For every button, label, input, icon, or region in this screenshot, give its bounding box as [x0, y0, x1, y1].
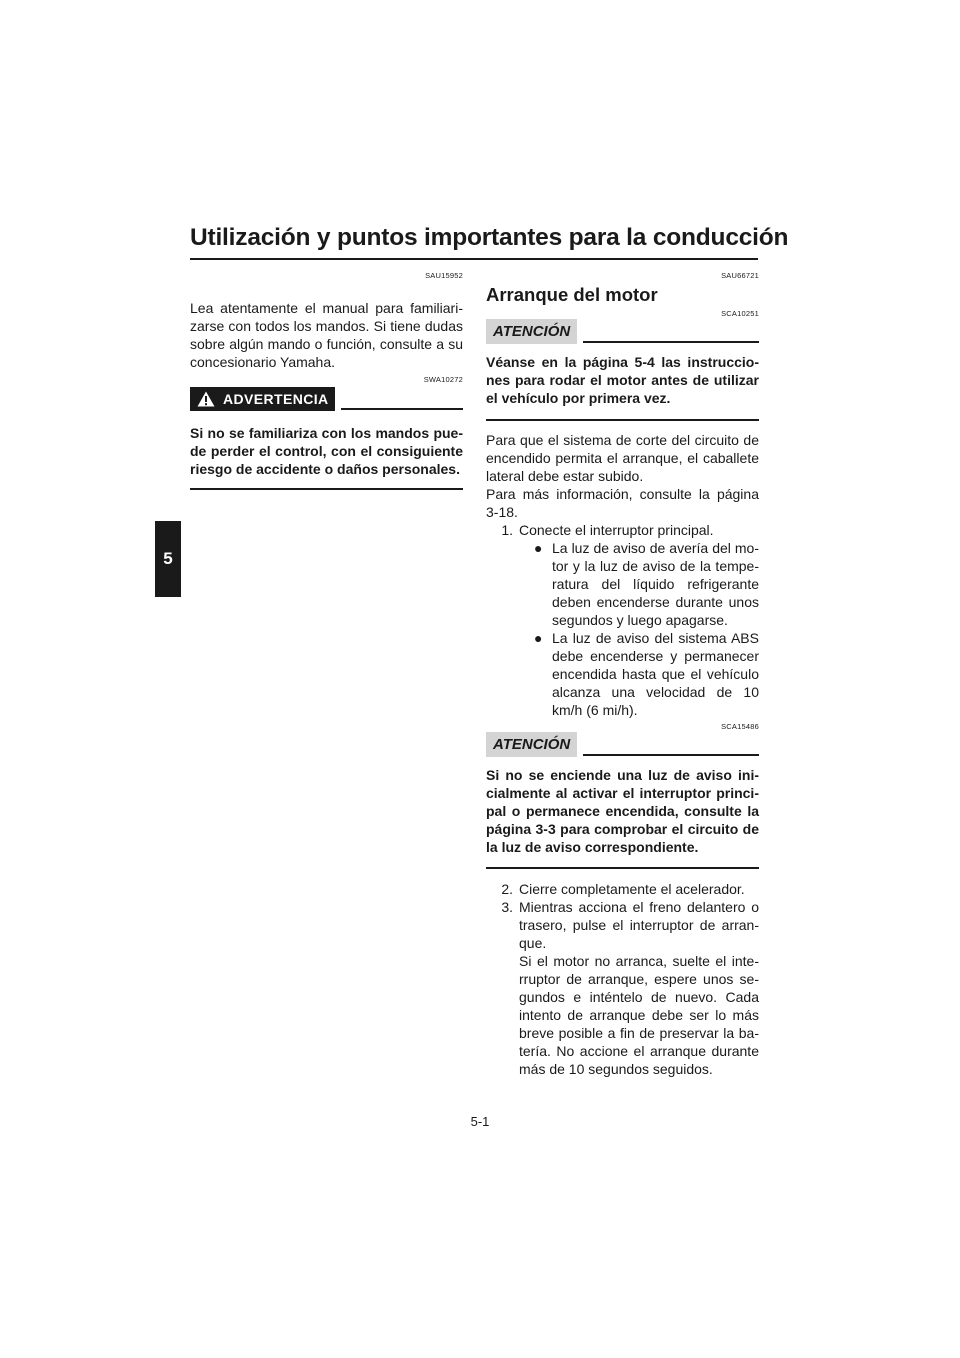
warning-label: ADVERTENCIA: [223, 391, 329, 407]
notice1-header-rule: [583, 341, 759, 343]
notice1-text: Véanse en la página 5-4 las instruccio-nes para rodar el motor antes de utilizar el vehículo por primera vez.: [486, 354, 759, 406]
warning-end-rule: [190, 488, 463, 490]
notice1-code: SCA10251: [721, 309, 759, 318]
notice1-header: [486, 319, 759, 344]
step-content: [519, 898, 759, 1078]
chapter-tab: 5: [155, 521, 181, 597]
page-title: Utilización y puntos importantes para la conducción: [190, 224, 789, 251]
intro-paragraph: Lea atentamente el manual para familiari-zarse con todos los mandos. Si tiene dudas sobre algún mando o función, consulte a su concesionario Yamaha.: [190, 300, 463, 370]
bullet-text: La luz de aviso de avería del mo-tor y la luz de aviso de la tempe-ratura del líquido refrigerante deben encenderse durante unos segundos y luego apagarse.: [552, 540, 759, 628]
notice2-badge: ATENCIÓN: [486, 732, 577, 757]
section-code: SAU15952: [425, 271, 463, 280]
step-3: [486, 898, 759, 1078]
section-code: SAU66721: [721, 271, 759, 280]
bullet-text: La luz de aviso del sistema ABS debe encenderse y permanecer encendida hasta que el vehículo alcanza una velocidad de 10 km/h (6 mi/h).: [552, 630, 759, 718]
notice2-header: [486, 732, 759, 757]
step-text: Mientras acciona el freno delantero o trasero, pulse el interruptor de arran-que.: [519, 899, 759, 951]
right-column: [486, 270, 759, 1078]
step-1: [486, 521, 759, 539]
page-number: 5-1: [470, 1114, 490, 1129]
warning-badge: [190, 387, 335, 411]
warning-code: SWA10272: [423, 375, 463, 384]
step-number: 2.: [501, 881, 513, 897]
title-rule: [190, 258, 758, 260]
step-note: Si el motor no arranca, suelte el inte-rruptor de arranque, espere unos se-gundos e inténtelo de nuevo. Cada intento de arranque debe ser lo más breve posible a fin de preservar la ba-tería. No accione el arranque durante más de 10 segundos seguidos.: [519, 953, 759, 1077]
step-text: Cierre completamente el acelerador.: [519, 881, 745, 897]
list-item: [519, 539, 759, 629]
left-column: [190, 270, 463, 490]
notice2-text: Si no se enciende una luz de aviso ini-cialmente al activar el interruptor princi-pal o permanece encendida, consulte la página 3-3 para comprobar el circuito de la luz de aviso correspondiente.: [486, 767, 759, 855]
notice2-code: SCA15486: [721, 722, 759, 731]
notice2-header-rule: [583, 754, 759, 756]
step-text: Conecte el interruptor principal.: [519, 522, 714, 538]
warning-triangle-icon: [197, 391, 215, 407]
list-item: [519, 629, 759, 719]
paragraph-reference: Para más información, consulte la página 3-18.: [486, 486, 759, 520]
notice1-end-rule: [486, 419, 759, 421]
step-number: 3.: [501, 899, 513, 915]
paragraph-stand: Para que el sistema de corte del circuito de encendido permita el arranque, el caballete lateral debe estar subido.: [486, 432, 759, 484]
warning-text: Si no se familiariza con los mandos pue-de perder el control, con el consiguiente riesgo de accidente o daños personales.: [190, 425, 463, 477]
bullet-icon: ●: [534, 540, 543, 556]
warning-header-rule: [341, 408, 463, 410]
warning-header: [190, 387, 463, 411]
step-2: [486, 880, 759, 898]
notice1-badge: ATENCIÓN: [486, 319, 577, 344]
section-heading: Arranque del motor: [486, 284, 658, 305]
bullet-icon: ●: [534, 630, 543, 646]
step-number: 1.: [501, 522, 513, 538]
